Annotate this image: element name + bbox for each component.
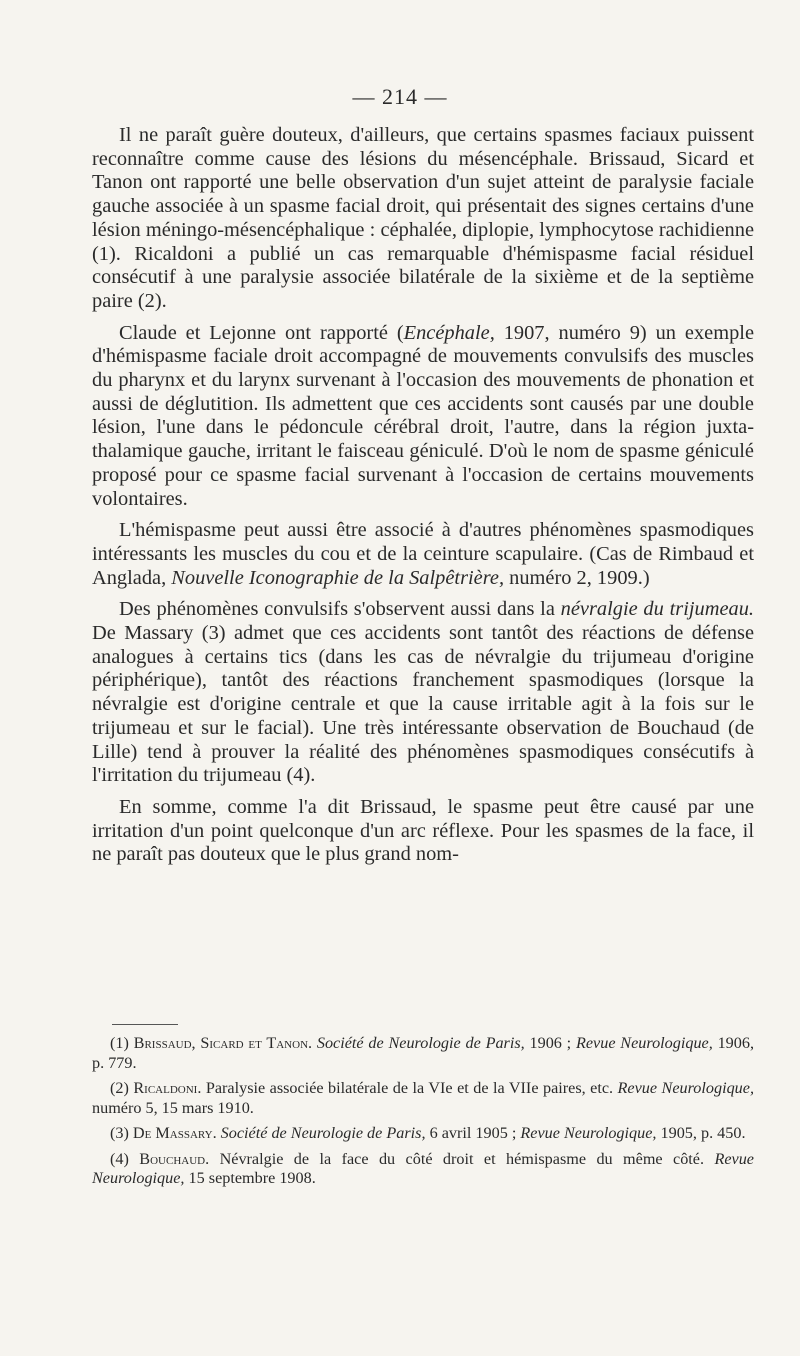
paragraph-3-text-b: numéro 2, 1909.) xyxy=(504,566,650,589)
footnote-3 xyxy=(92,1124,754,1144)
footnote-4-text-b: 15 septembre 1908. xyxy=(184,1169,316,1187)
paragraph-3-text-a: L'hémispasme peut aussi être associé à d'autres phénomènes spasmodiques intéressants les muscles du cou et de la ceinture scapulaire. (Cas de Rimbaud et Anglada, xyxy=(92,519,754,589)
footnote-3-number: (3) xyxy=(110,1124,133,1142)
footnote-1-authors: Brissaud, Sicard et Tanon. xyxy=(133,1034,313,1052)
footnote-2-source-b: Revue Neurologique, xyxy=(617,1079,755,1097)
footnote-4-text-a: Névralgie de la face du côté droit et hémispasme du même côté. xyxy=(209,1149,715,1168)
paragraph-3 xyxy=(92,519,754,590)
paragraph-2-text-a: Claude et Lejonne ont rapporté ( xyxy=(119,321,404,344)
footnote-3-text-b: 1905, p. 450. xyxy=(656,1124,746,1142)
footnote-2-number: (2) xyxy=(110,1079,134,1097)
paragraph-4-text-a: Des phénomènes convulsifs s'observent aussi dans la xyxy=(119,598,561,621)
paragraph-3-journal: Nouvelle Iconographie de la Salpêtrière, xyxy=(171,566,505,589)
paragraph-5 xyxy=(92,796,754,867)
paragraph-5-text: En somme, comme l'a dit Brissaud, le spasme peut être causé par une irritation d'un point quelconque d'un arc réflexe. Pour les spasmes de la face, il ne paraît pas douteux que le plus grand nom- xyxy=(92,795,754,866)
footnote-1-number: (1) xyxy=(110,1034,134,1052)
paragraph-1-text: Il ne paraît guère douteux, d'ailleurs, que certains spasmes faciaux puissent reconnaître comme cause des lésions du mésencéphale. Brissaud, Sicard et Tanon ont rapporté une belle observation d'un sujet atteint de paralysie faciale gauche associée à un spasme facial droit, qui présentait des signes certains d'une lésion méningo-mésencéphalique : céphalée, diplopie, lymphocytose rachidienne (1). Ricaldoni a publié un cas remarquable d'hémispasme facial résiduel consécutif à une paralysie associée bilatérale de la sixième et de la septième paire (2). xyxy=(92,124,754,312)
footnote-1-text-a: 1906 ; xyxy=(524,1034,576,1052)
footnote-divider xyxy=(112,1024,178,1025)
footnote-2-authors: Ricaldoni. xyxy=(133,1079,202,1097)
paragraph-2-journal: Encéphale, xyxy=(403,321,495,344)
footnote-2 xyxy=(92,1079,754,1118)
footnote-2-text-b: numéro 5, 15 mars 1910. xyxy=(92,1098,254,1117)
footnotes xyxy=(92,1034,754,1195)
body-text xyxy=(92,124,754,875)
footnote-3-text-a: 6 avril 1905 ; xyxy=(425,1124,521,1142)
footnote-4-source-b: Revue Neurologique, xyxy=(92,1149,754,1187)
footnote-3-authors: De Massary. xyxy=(132,1124,217,1142)
footnote-2-text-a: Paralysie associée bilatérale de la VIe et de la VIIe paires, etc. xyxy=(201,1079,618,1097)
footnote-1 xyxy=(92,1034,754,1073)
paragraph-2 xyxy=(92,322,754,512)
footnote-1-source-b: Revue Neurologique, xyxy=(575,1034,713,1052)
footnote-3-source-a: Société de Neurologie de Paris, xyxy=(216,1124,426,1142)
paragraph-4 xyxy=(92,598,754,788)
footnote-4 xyxy=(92,1150,754,1189)
footnote-1-source-a: Société de Neurologie de Paris, xyxy=(312,1034,525,1052)
footnote-4-authors: Bouchaud. xyxy=(139,1149,210,1168)
footnote-4-number: (4) xyxy=(110,1149,140,1168)
page-number: — 214 — xyxy=(352,84,448,109)
paragraph-1 xyxy=(92,124,754,314)
paragraph-2-text-b: 1907, numéro 9) un exemple d'hémispasme faciale droit accompagné de mouvements convulsifs des muscles du pharynx et du larynx survenant à l'occasion des mouvements de phonation et aussi de déglutition. Ils admettent que ces accidents sont causés par une double lésion, l'une dans le pédoncule cérébral droit, l'autre, dans la région juxta-thalamique gauche, irritant le faisceau géniculé. D'où le nom de spasme géniculé proposé pour ce spasme facial survenant à l'occasion de certains mouvements volontaires. xyxy=(92,321,754,510)
paragraph-4-text-b: De Massary (3) admet que ces accidents sont tantôt des réactions de défense analogues à certains tics (dans les cas de névralgie du trijumeau d'origine périphérique), tantôt des réactions franchement spasmodiques (lorsque la névralgie est d'origine centrale et que la cause irritable agit à la fois sur le trijumeau et sur le facial). Une très intéressante observation de Bouchaud (de Lille) tend à prouver la réalité des phénomènes spasmodiques consécutifs à l'irritation du trijumeau (4). xyxy=(92,622,754,787)
paragraph-4-term: névralgie du trijumeau. xyxy=(560,598,754,621)
footnote-3-source-b: Revue Neurologique, xyxy=(520,1124,657,1142)
footnote-1-text-b: 1906, p. 779. xyxy=(92,1034,754,1072)
